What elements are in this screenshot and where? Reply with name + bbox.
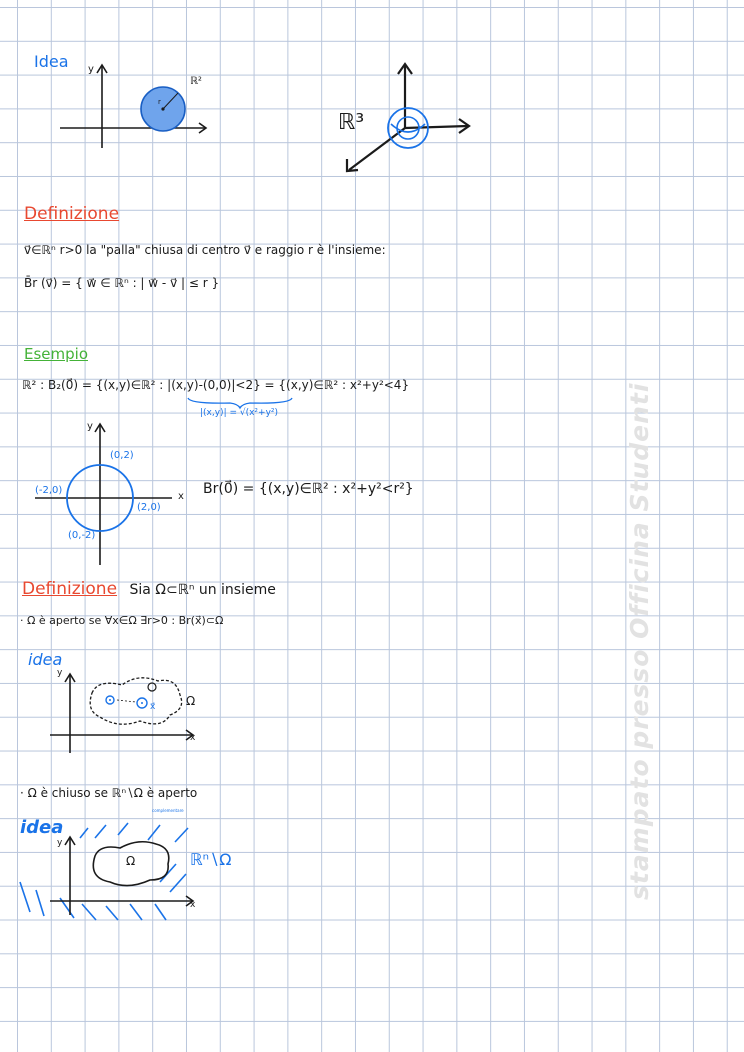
- idea-open-label: idea: [28, 650, 63, 669]
- example-norm-note: |(x,y)| = √(x²+y²): [200, 408, 279, 418]
- y3-axis-line: [405, 126, 468, 128]
- example-formula: ℝ² : B₂(0⃗) = {(x,y)∈ℝ² : |(x,y)-(0,0)|<2} = {(x,y)∈ℝ² : x²+y²<4}: [22, 378, 410, 392]
- definition2-text: Sia Ω⊂ℝⁿ un insieme: [129, 582, 276, 598]
- open-set-boundary: [90, 678, 181, 724]
- watermark: stampato presso Officina Studenti: [625, 382, 654, 900]
- closed-axis-y: y: [57, 838, 63, 848]
- closed-axis-x: x: [190, 900, 196, 910]
- complement-hatching: [20, 823, 188, 920]
- idea-axis-y: y: [88, 64, 94, 75]
- idea-closed-label: idea: [20, 817, 64, 838]
- definition-heading: Definizione: [24, 204, 120, 224]
- graph-axis-y: y: [87, 421, 93, 432]
- complement-note: complementare: [152, 808, 184, 813]
- open-point-label: x⃗: [150, 702, 156, 712]
- open-axis-y: y: [57, 668, 63, 678]
- closed-set-line: · Ω è chiuso se ℝⁿ∖Ω è aperto: [20, 786, 198, 800]
- open-set-line: · Ω è aperto se ∀x∈Ω ∃r>0 : Br(x⃗)⊂Ω: [20, 614, 224, 627]
- r2-ball-sketch: [0, 0, 744, 200]
- ball-formula: Br(0⃗) = {(x,y)∈ℝ² : x²+y²<r²}: [203, 481, 414, 497]
- closed-omega-label: Ω: [126, 854, 136, 868]
- graph-point-right: (2,0): [137, 502, 161, 513]
- graph-point-bottom: (0,-2): [68, 530, 96, 541]
- idea-radius-label: r: [158, 98, 161, 106]
- definition-line-2: B̄r (v⃗) = { w⃗ ∈ ℝⁿ : | w⃗ - v⃗ | ≤ r }: [24, 276, 220, 290]
- definition-line-1: v⃗∈ℝⁿ r>0 la "palla" chiusa di centro v⃗ e raggio r è l'insieme:: [24, 243, 386, 257]
- idea-r3-label: ℝ³: [338, 110, 365, 135]
- definition2-row: [22, 579, 276, 599]
- graph-point-left: (-2,0): [35, 485, 63, 496]
- example-heading: Esempio: [24, 345, 88, 363]
- complement-label: ℝⁿ∖Ω: [190, 850, 232, 869]
- open-omega-label: Ω: [186, 694, 196, 708]
- ball-center: [161, 107, 164, 110]
- graph-point-top: (0,2): [110, 450, 134, 461]
- idea-r2-label: ℝ²: [190, 76, 202, 87]
- definition2-heading: Definizione: [22, 579, 118, 599]
- open-point-ball-3: [148, 683, 156, 691]
- open-axis-x: x: [190, 733, 196, 743]
- idea-heading: Idea: [34, 52, 69, 71]
- graph-axis-x: x: [178, 491, 184, 502]
